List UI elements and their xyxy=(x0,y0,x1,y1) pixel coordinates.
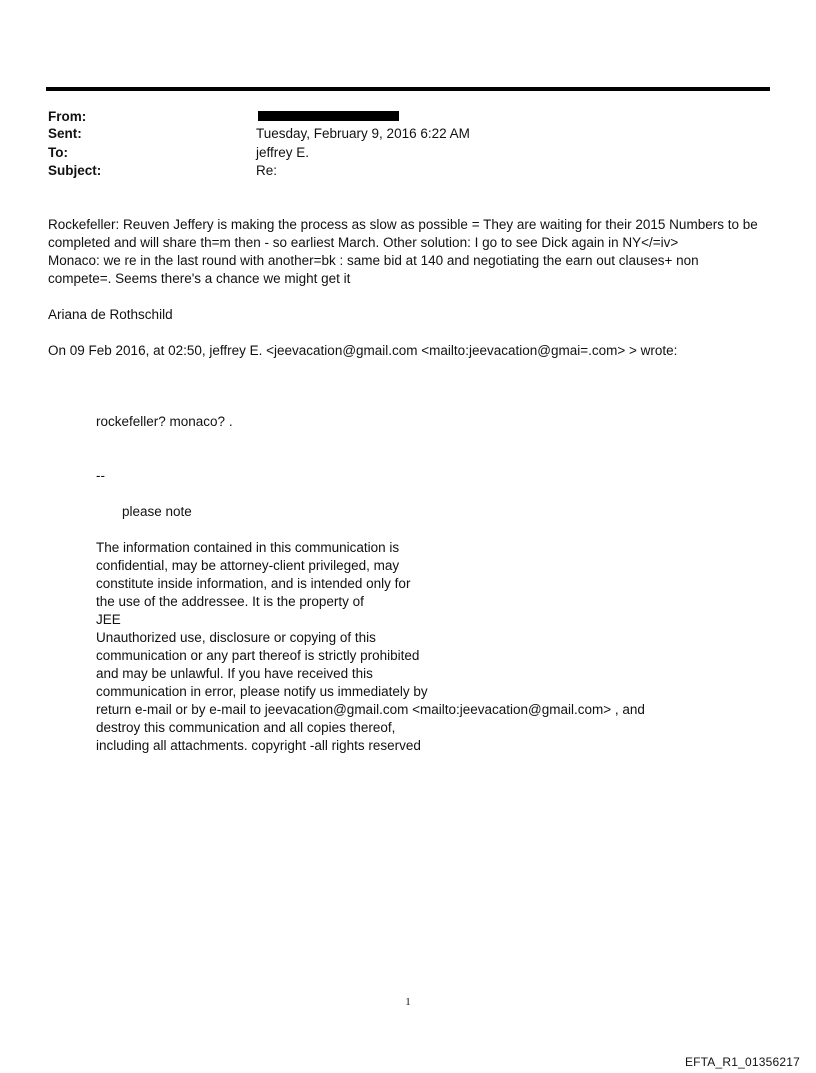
disclaimer-line: Unauthorized use, disclosure or copying of this xyxy=(96,630,376,645)
to-label: To: xyxy=(48,145,68,160)
sent-label: Sent: xyxy=(48,126,82,141)
disclaimer-line: communication in error, please notify us immediately by xyxy=(96,684,428,699)
signature xyxy=(48,306,768,324)
disclaimer-line: communication or any part thereof is strictly prohibited xyxy=(96,648,420,663)
disclaimer-line: the use of the addressee. It is the property of xyxy=(96,594,364,609)
disclaimer-line: destroy this communication and all copies thereof, xyxy=(96,720,396,735)
quoted-separator: -- xyxy=(96,468,105,483)
disclaimer-line: confidential, may be attorney-client privileged, may xyxy=(96,558,400,573)
body-line: compete=. Seems there's a chance we might get it xyxy=(48,271,351,286)
quote-intro-text: On 09 Feb 2016, at 02:50, jeffrey E. <jeevacation@gmail.com <mailto:jeevacation@gmai=.com> > wrote: xyxy=(48,343,678,358)
header-divider xyxy=(46,87,770,91)
quote-intro xyxy=(48,342,768,360)
subject-value: Re: xyxy=(256,163,278,178)
disclaimer-line: including all attachments. copyright -all rights reserved xyxy=(96,738,421,753)
page-number: 1 xyxy=(405,996,411,1008)
from-label: From: xyxy=(48,109,87,124)
to-value: jeffrey E. xyxy=(256,145,310,160)
please-note: please note xyxy=(122,504,192,519)
disclaimer-line: constitute inside information, and is intended only for xyxy=(96,576,411,591)
message-body xyxy=(48,216,768,288)
sent-value: Tuesday, February 9, 2016 6:22 AM xyxy=(256,126,470,141)
redaction-bar xyxy=(258,111,399,121)
disclaimer xyxy=(96,539,645,755)
signature-text: Ariana de Rothschild xyxy=(48,307,173,322)
disclaimer-line: and may be unlawful. If you have received this xyxy=(96,666,373,681)
body-line: Rockefeller: Reuven Jeffery is making the process as slow as possible = They are waiting for their 2015 Numbers to be xyxy=(48,217,758,232)
body-line: Monaco: we re in the last round with another=bk : same bid at 140 and negotiating the earn out clauses+ non xyxy=(48,253,699,268)
disclaimer-line: The information contained in this communication is xyxy=(96,540,400,555)
disclaimer-line: JEE xyxy=(96,612,121,627)
body-line: completed and will share th=m then - so earliest March. Other solution: I go to see Dick again in NY</=iv> xyxy=(48,235,679,250)
disclaimer-line: return e-mail or by e-mail to jeevacation@gmail.com <mailto:jeevacation@gmail.com> , and xyxy=(96,702,645,717)
quoted-question: rockefeller? monaco? . xyxy=(96,414,233,429)
subject-label: Subject: xyxy=(48,163,102,178)
document-id: EFTA_R1_01356217 xyxy=(684,1055,800,1069)
